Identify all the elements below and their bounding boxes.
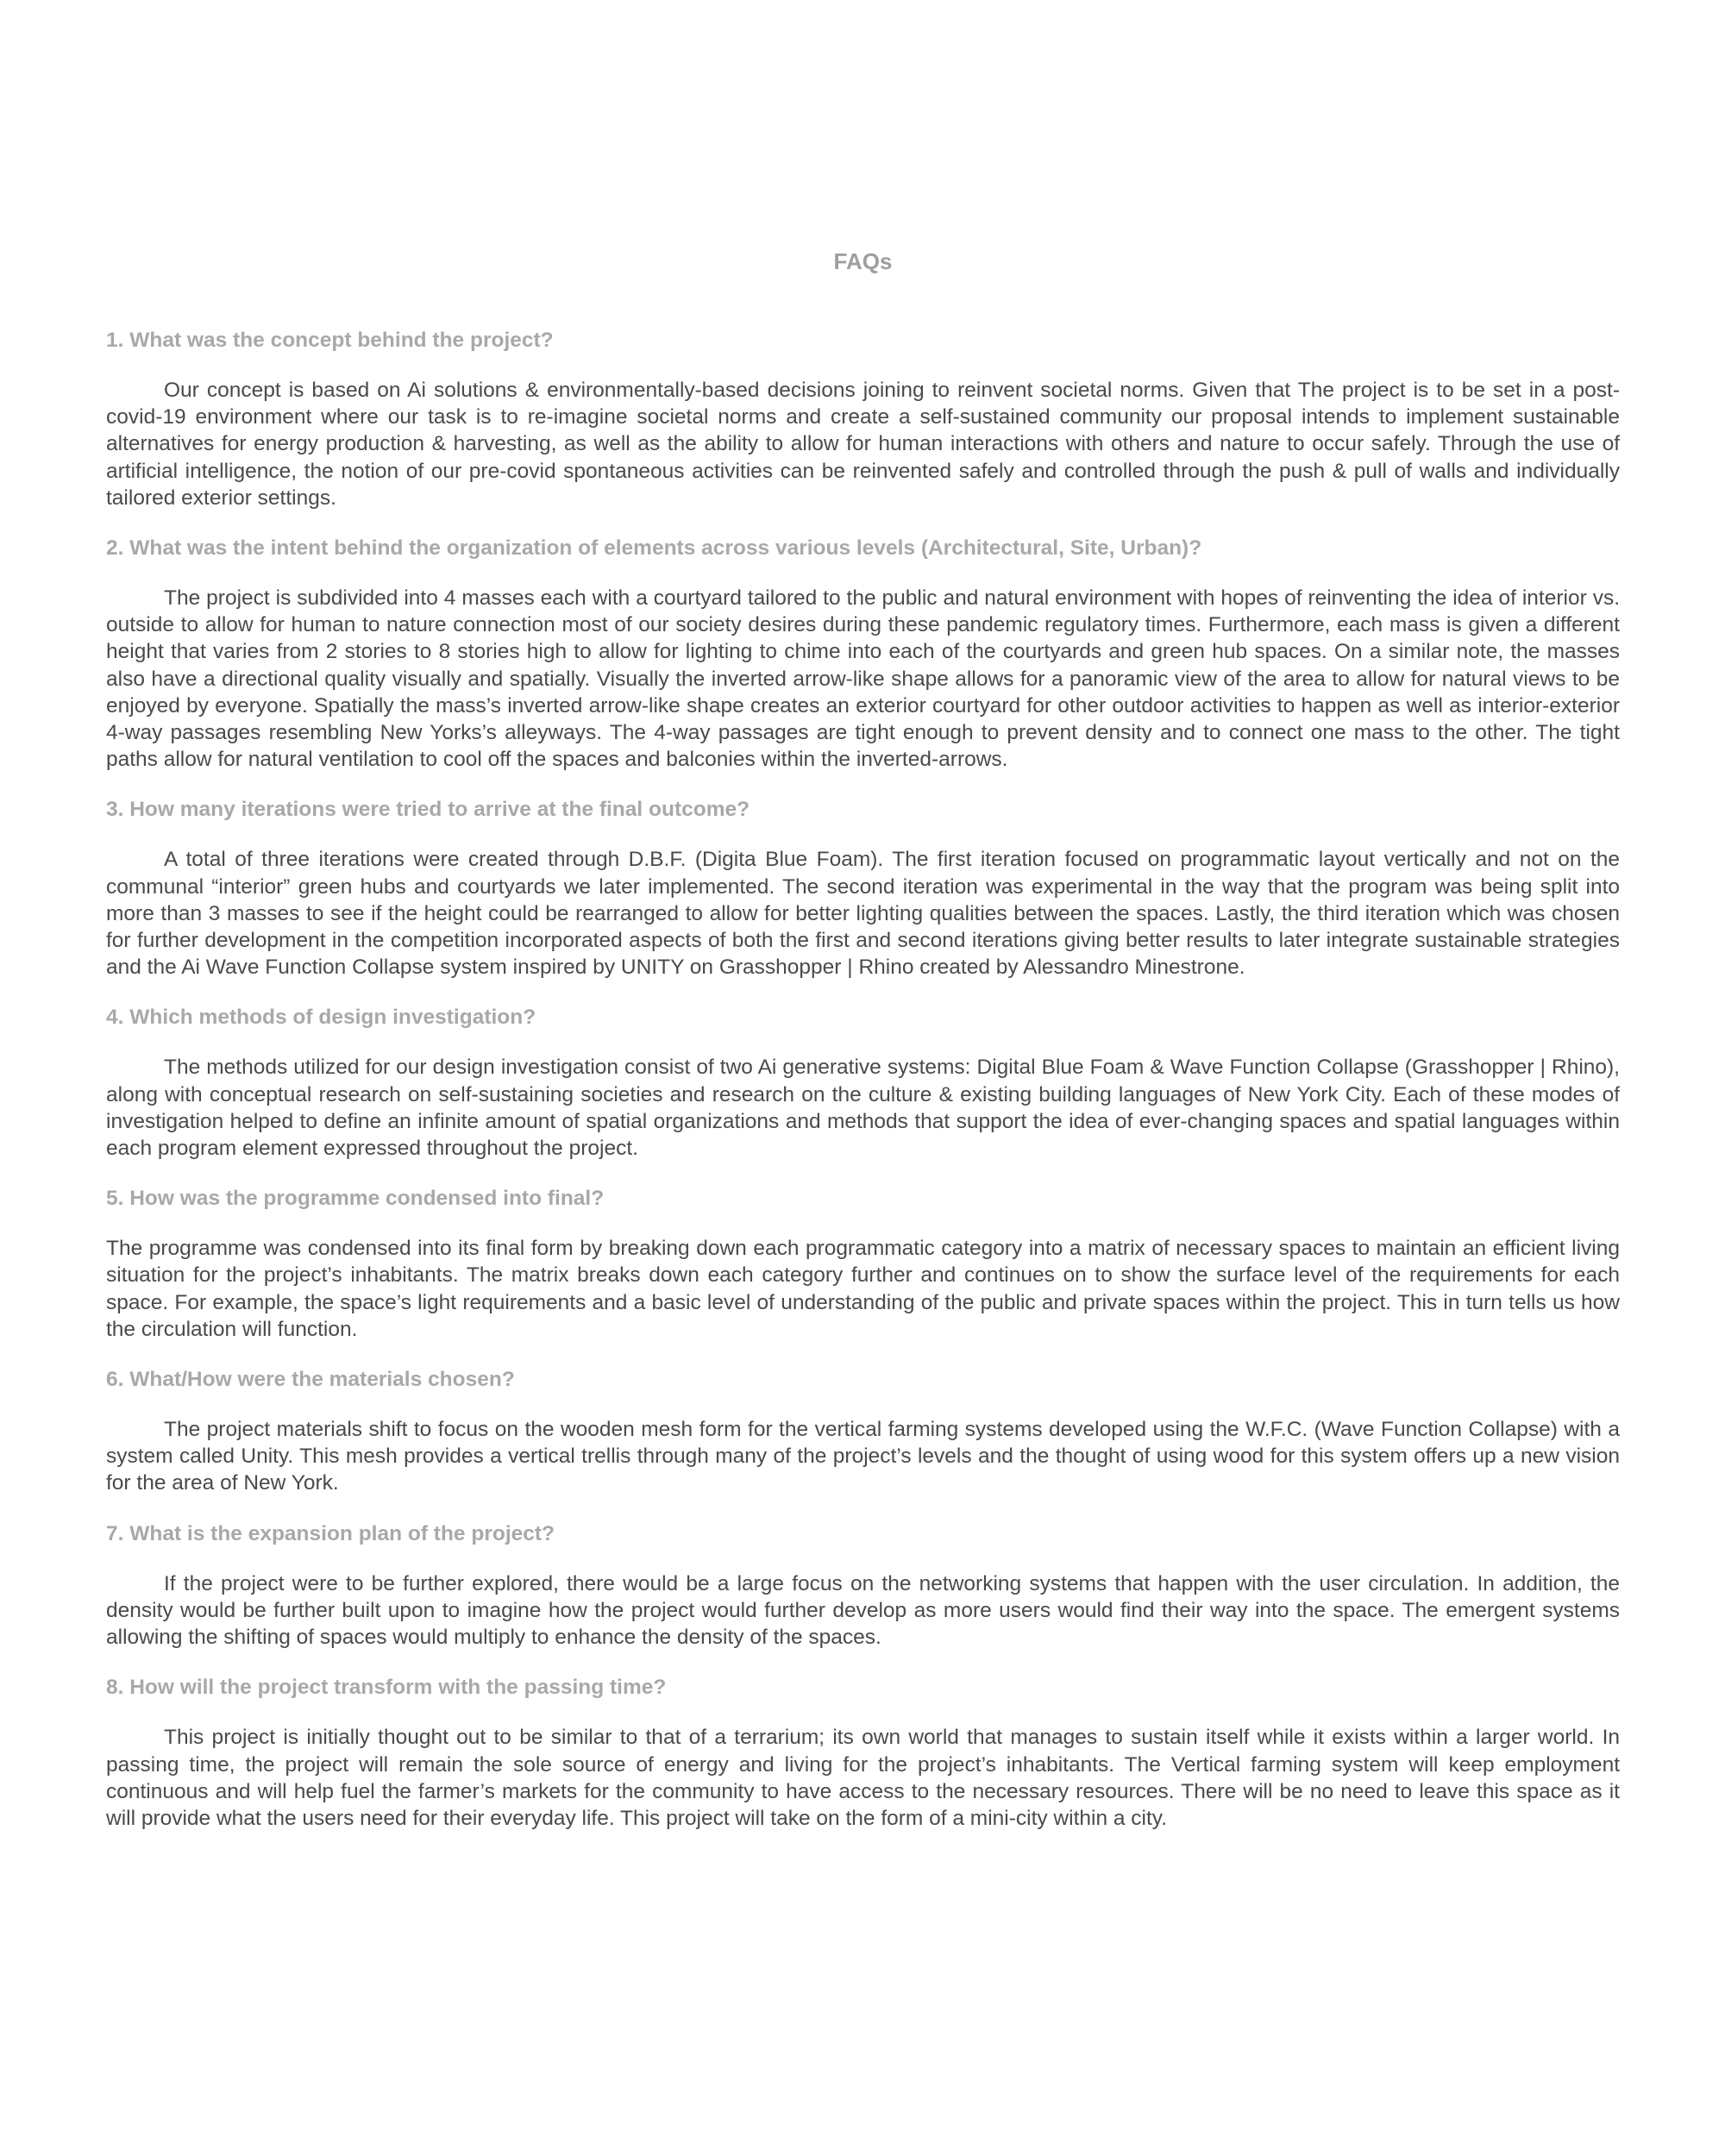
faq-answer: The methods utilized for our design investigation consist of two Ai generative systems: Digital Blue Foam & Wave Function Collapse (Grasshopper | Rhino), along with conceptual research on self-sustaining societies and research on the culture & existing building languages of New York City. Each of these modes of investigation helped to define an infinite amount of spatial organizations and methods that support the idea of ever-changing spaces and spatial languages within each program element expressed throughout the project. bbox=[106, 1056, 1620, 1161]
faq-question: 5. How was the programme condensed into final? bbox=[106, 1187, 605, 1211]
faq-answer: The programme was condensed into its final form by breaking down each programmatic category into a matrix of necessary spaces to maintain an efficient living situation for the project’s inhabitants. The matrix breaks down each category further and continues on to show the surface level of the requirements for each space. For example, the space’s light requirements and a basic level of understanding of the public and private spaces within the project. This in turn tells us how the circulation will function. bbox=[106, 1237, 1620, 1341]
faq-item-8 bbox=[106, 1670, 1620, 1832]
faq-answer: A total of three iterations were created through D.B.F. (Digita Blue Foam). The first iteration focused on programmatic layout vertically and not on the communal “interior” green hubs and courtyards we later implemented. The second iteration was experimental in the way that the program was being split into more than 3 masses to see if the height could be rearranged to allow for better lighting qualities between the spaces. Lastly, the third iteration which was chosen for further development in the competition incorporated aspects of both the first and second iterations giving better results to later integrate sustainable strategies and the Ai Wave Function Collapse system inspired by UNITY on Grasshopper | Rhino created by Alessandro Minestrone. bbox=[106, 848, 1620, 980]
faq-item-6 bbox=[106, 1363, 1620, 1497]
faq-answer: This project is initially thought out to be similar to that of a terrarium; its own world that manages to sustain itself while it exists within a larger world. In passing time, the project will remain the sole source of energy and living for the project’s inhabitants. The Vertical farming system will keep employment continuous and will help fuel the farmer’s markets for the community to have access to the necessary resources. There will be no need to leave this space as it will provide what the users need for their everyday life. This project will take on the form of a mini-city within a city. bbox=[106, 1726, 1620, 1830]
faq-item-4 bbox=[106, 1000, 1620, 1162]
faq-item-7 bbox=[106, 1517, 1620, 1651]
faq-item-2 bbox=[106, 531, 1620, 773]
faq-question: 7. What is the expansion plan of the project? bbox=[106, 1521, 555, 1545]
faq-question: 1. What was the concept behind the project? bbox=[106, 329, 554, 352]
faq-question: 4. Which methods of design investigation? bbox=[106, 1006, 536, 1030]
page-title: FAQs bbox=[833, 248, 893, 274]
faq-document bbox=[106, 244, 1620, 1852]
faq-question: 3. How many iterations were tried to arrive at the final outcome? bbox=[106, 798, 750, 822]
faq-question: 8. How will the project transform with the passing time? bbox=[106, 1676, 667, 1700]
faq-answer: Our concept is based on Ai solutions & environmentally-based decisions joining to reinvent societal norms. Given that The project is to be set in a post-covid-19 environment where our task is to re-imagine societal norms and create a self-sustained community our proposal intends to implement sustainable alternatives for energy production & harvesting, as well as the ability to allow for human interactions with others and nature to occur safely. Through the use of artificial intelligence, the notion of our pre-covid spontaneous activities can be reinvented safely and controlled through the push & pull of walls and individually tailored exterior settings. bbox=[106, 379, 1620, 510]
faq-question: 2. What was the intent behind the organization of elements across various levels (Architectural, Site, Urban)? bbox=[106, 536, 1202, 561]
faq-item-1 bbox=[106, 323, 1620, 511]
faq-answer: The project materials shift to focus on the wooden mesh form for the vertical farming systems developed using the W.F.C. (Wave Function Collapse) with a system called Unity. This mesh provides a vertical trellis through many of the project’s levels and the thought of using wood for this system offers up a new vision for the area of New York. bbox=[106, 1418, 1620, 1495]
faq-answer: If the project were to be further explored, there would be a large focus on the networking systems that happen with the user circulation. In addition, the density would be further built upon to imagine how the project would further develop as more users would find their way into the space. The emergent systems allowing the shifting of spaces would multiply to enhance the density of the spaces. bbox=[106, 1571, 1620, 1650]
faq-item-3 bbox=[106, 793, 1620, 981]
faq-question: 6. What/How were the materials chosen? bbox=[106, 1368, 515, 1392]
faq-answer: The project is subdivided into 4 masses each with a courtyard tailored to the public and natural environment with hopes of reinventing the idea of interior vs. outside to allow for human to nature connection most of our society desires during these pandemic regulatory times. Furthermore, each mass is given a different height that varies from 2 stories to 8 stories high to allow for lighting to chime into each of the courtyards and green hub spaces. On a similar note, the masses also have a directional quality visually and spatially. Visually the inverted arrow-like shape allows for a panoramic view of the area to allow for natural views to be enjoyed by everyone. Spatially the mass’s inverted arrow-like shape creates an exterior courtyard for other outdoor activities to happen as well as interior-exterior 4-way passages resembling New Yorks’s alleyways. The 4-way passages are tight enough to prevent density and to connect one mass to the other. The tight paths allow for natural ventilation to cool off the spaces and balconies within the inverted-arrows. bbox=[106, 586, 1620, 772]
faq-item-5 bbox=[106, 1181, 1620, 1343]
